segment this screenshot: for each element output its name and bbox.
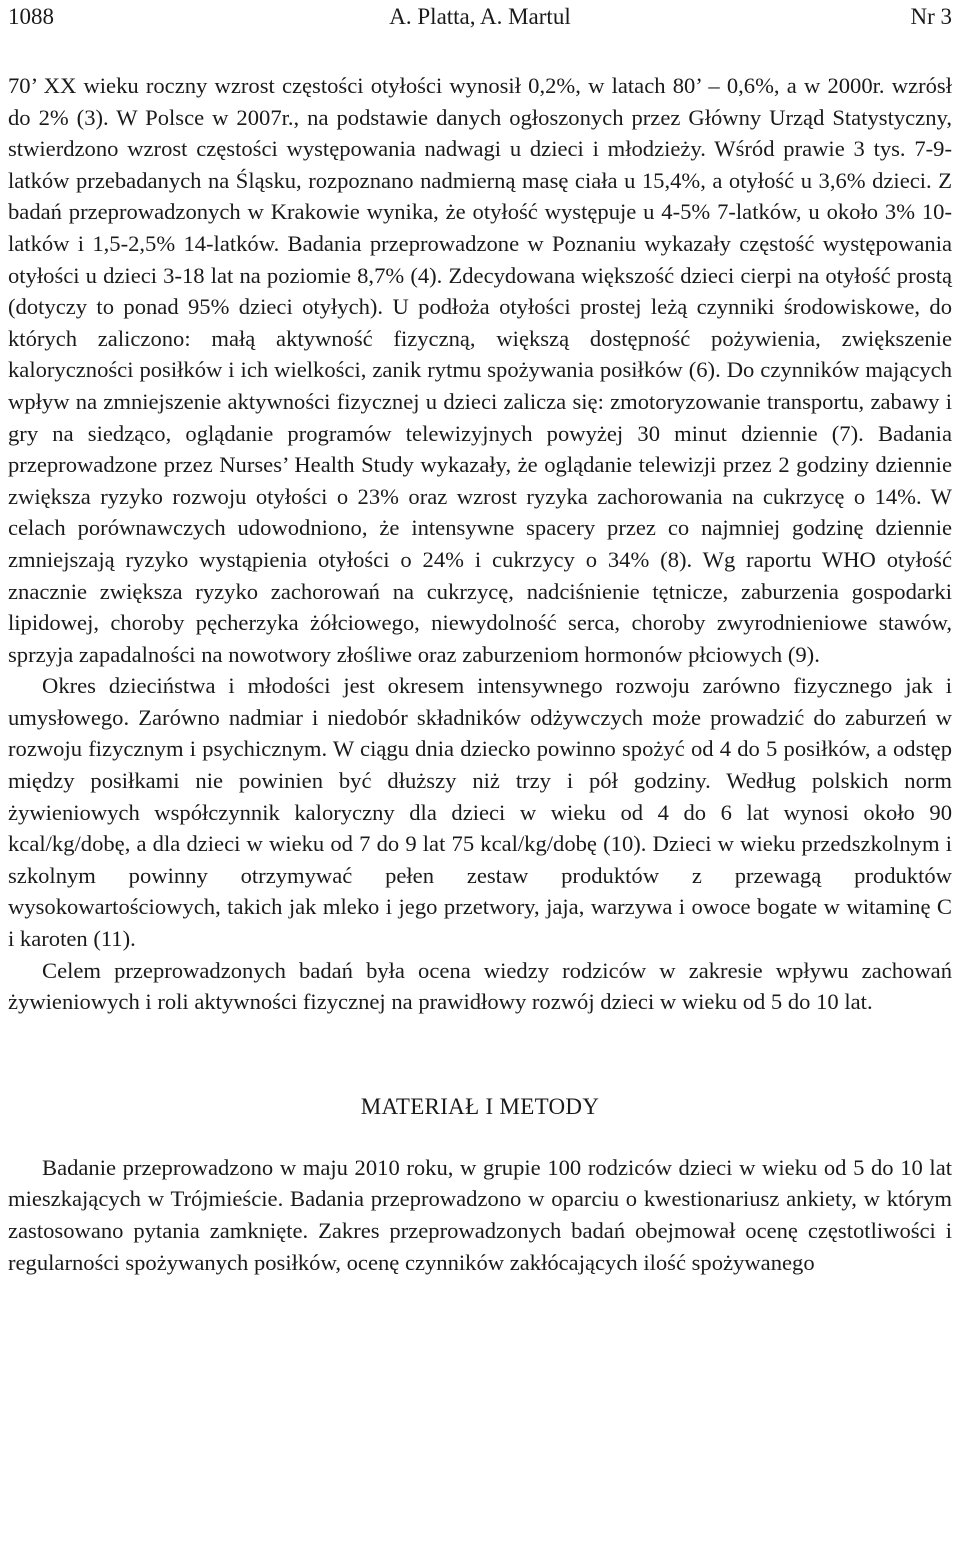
paragraph-childhood-nutrition: Okres dzieciństwa i młodości jest okresem intensywnego rozwoju zarówno fizycznego jak i umysłowego. Zarówno nadmiar i niedobór składników odżywczych może prowadzić do zaburzeń w rozwoju fizycznym i psychicznym. W ciągu dnia dziecko powinno spożyć od 4 do 5 posiłków, a odstęp między posiłkami nie powinien być dłuższy niż trzy i pół godziny. Według polskich norm żywieniowych współczynnik kaloryczny dla dzieci w wieku od 4 do 6 lat wynosi około 90 kcal/kg/dobę, a dla dzieci w wieku od 7 do 9 lat 75 kcal/kg/dobę (10). Dzieci w wieku przedszkolnym i szkolnym powinny otrzymywać pełen zestaw produktów z przewagą produktów wysokowartościowych, takich jak mleko i jego przetwory, jaja, warzywa i owoce bogate w witaminę C i karoten (11). [8, 673, 952, 952]
page-number: 1088 [8, 4, 54, 29]
running-header [8, 2, 952, 32]
header-authors: A. Platta, A. Martul [389, 4, 571, 29]
paragraph-study-aim: Celem przeprowadzonych badań była ocena wiedzy rodziców w zakresie wpływu zachowań żywieniowych i roli aktywności fizycznej na prawidłowy rozwój dzieci w wieku od 5 do 10 lat. [8, 957, 952, 1015]
article-body [8, 70, 952, 1278]
paragraph-prevalence: 70’ XX wieku roczny wzrost częstości otyłości wynosił 0,2%, w latach 80’ – 0,6%, a w 2000r. wzrósł do 2% (3). W Polsce w 2007r., na podstawie danych ogłoszonych przez Główny Urząd Statystyczny, stwierdzono wzrost częstości występowania nadwagi u dzieci i młodzieży. Wśród prawie 3 tys. 7-9-latków przebadanych na Śląsku, rozpoznano nadmierną masę ciała u 15,4%, a otyłość u 3,6% dzieci. Z badań przeprowadzonych w Krakowie wynika, że otyłość występuje u 4-5% 7-latków, u około 3% 10-latków i 1,5-2,5% 14-latków. Badania przeprowadzone w Poznaniu wykazały częstość występowania otyłości u dzieci 3-18 lat na poziomie 8,7% (4). Zdecydowana większość dzieci cierpi na otyłość prostą (dotyczy to ponad 95% dzieci otyłych). U podłoża otyłości prostej leżą czynniki środowiskowe, do których zaliczono: małą aktywność fizyczną, większą dostępność pożywienia, zwiększenie kaloryczności posiłków i ich wielkości, zanik rytmu spożywania posiłków (6). Do czynników mających wpływ na zmniejszenie aktywności fizycznej u dzieci zalicza się: zmotoryzowanie transportu, zabawy i gry na siedząco, oglądanie programów telewizyjnych powyżej 30 minut dziennie (7). Badania przeprowadzone przez Nurses’ Health Study wykazały, że oglądanie telewizji przez 2 godziny dziennie zwiększa ryzyko rozwoju otyłości o 23% oraz wzrost ryzyka zachorowania na cukrzycę o 14%. W celach porównawczych udowodniono, że intensywne spacery przez co najmniej godzinę dziennie zmniejszają ryzyko wystąpienia otyłości o 24% i cukrzycy o 34% (8). Wg raportu WHO otyłość znacznie zwiększa ryzyko zachorowań na cukrzycę, nadciśnienie tętnicze, zaburzenia gospodarki lipidowej, choroby pęcherzyka żółciowego, niewydolność serca, choroby zwyrodnieniowe stawów, sprzyja zapadalności na nowotwory złośliwe oraz zaburzeniom hormonów płciowych (9). [8, 73, 952, 667]
document-page [8, 0, 952, 1278]
issue-number: Nr 3 [910, 4, 952, 29]
paragraph-methods: Badanie przeprowadzono w maju 2010 roku, w grupie 100 rodziców dzieci w wieku od 5 do 10 lat mieszkających w Trójmieście. Badania przeprowadzono w oparciu o kwestionariusz ankiety, w którym zastosowano pytania zamknięte. Zakres przeprowadzonych badań obejmował ocenę częstotliwości i regularności spożywanych posiłków, ocenę czynników zakłócających ilość spożywanego [8, 1154, 952, 1275]
section-heading-methods: MATERIAŁ I METODY [360, 1093, 600, 1119]
